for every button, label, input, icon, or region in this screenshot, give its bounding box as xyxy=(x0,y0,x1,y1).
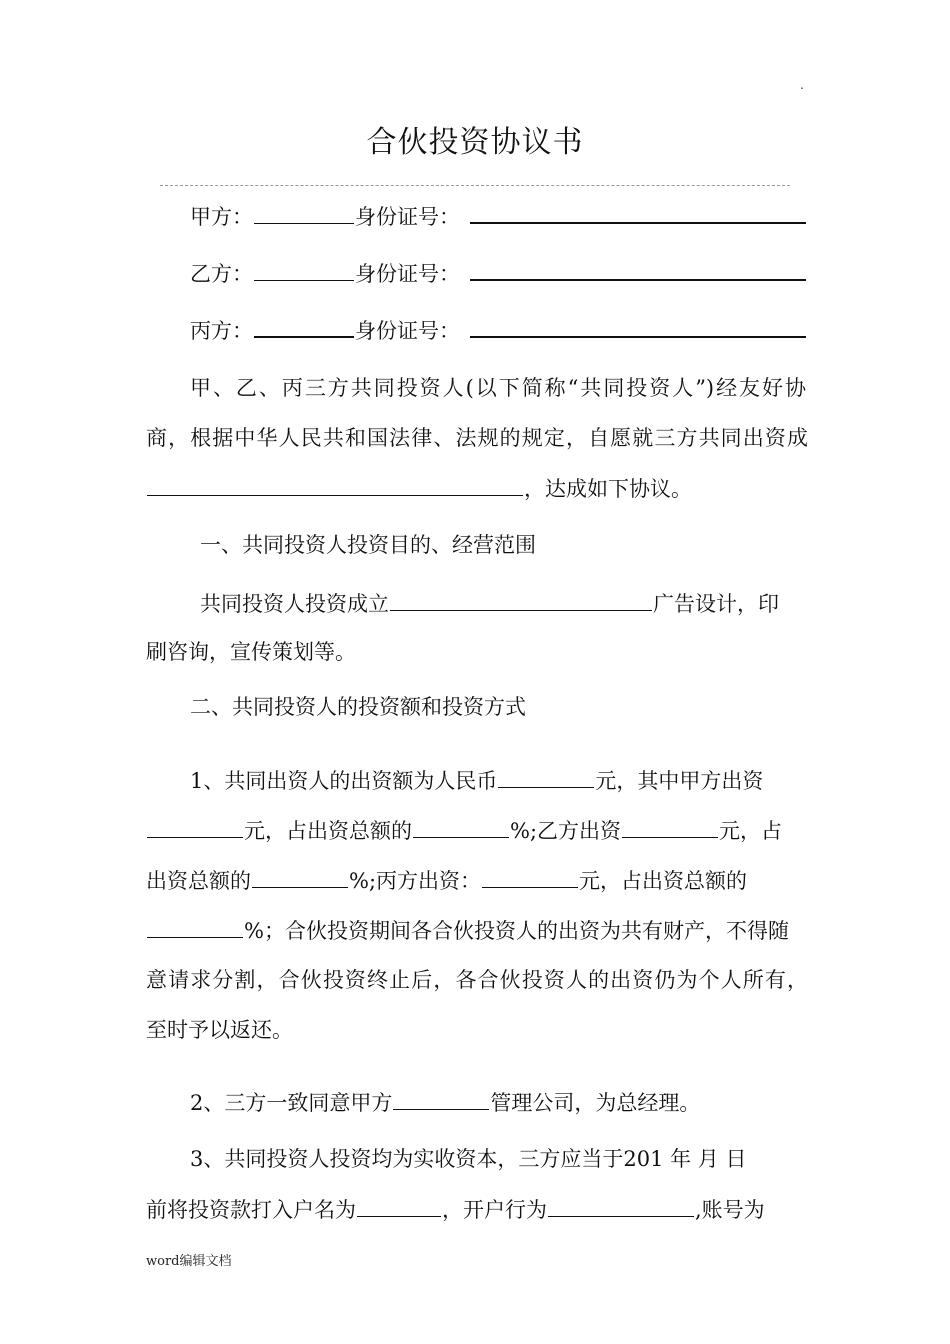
corner-mark: . xyxy=(800,78,804,92)
clause-1-line-3 xyxy=(146,865,812,896)
party-a-id-label: 身份证号： xyxy=(355,205,460,229)
party-a-id-blank[interactable] xyxy=(470,200,806,224)
party-a-percent-blank[interactable] xyxy=(413,815,509,838)
manager-name-blank[interactable] xyxy=(393,1087,489,1110)
intro-line-1: 甲、乙、丙三方共同投资人(以下简称“共同投资人”)经友好协 xyxy=(190,376,806,400)
clause-1-line-4 xyxy=(146,915,812,946)
section-1-text-a: 共同投资人投资成立 xyxy=(200,592,389,616)
intro-line-3 xyxy=(146,473,812,504)
clause-1-line-5: 意请求分割，合伙投资终止后，各合伙投资人的出资仍为个人所有， xyxy=(146,968,808,992)
party-b-percent-blank[interactable] xyxy=(252,865,348,888)
clause-1-text-f: 出资总额的 xyxy=(146,869,251,893)
clause-1-text-h: 元，占出资总额的 xyxy=(579,869,748,893)
party-a-amount-blank[interactable] xyxy=(147,815,243,838)
party-c-row xyxy=(190,314,856,346)
clause-3-text-c: ,账号为 xyxy=(695,1198,765,1222)
clause-3-text-a: 前将投资款打入户名为 xyxy=(146,1198,356,1222)
company-name-blank[interactable] xyxy=(390,588,652,611)
party-a-row xyxy=(190,200,856,232)
bank-name-blank[interactable] xyxy=(548,1194,694,1217)
section-1-line-1 xyxy=(200,588,866,619)
party-b-id-label: 身份证号： xyxy=(355,262,460,286)
clause-1-line-1 xyxy=(190,765,856,796)
party-b-label: 乙方： xyxy=(190,262,253,286)
party-c-id-blank[interactable] xyxy=(470,314,806,338)
party-c-id-label: 身份证号： xyxy=(355,319,460,343)
clause-2-text-a: 2、三方一致同意甲方 xyxy=(190,1091,393,1115)
party-c-label: 丙方： xyxy=(190,319,253,343)
party-c-percent-blank[interactable] xyxy=(147,915,243,938)
party-b-name-blank[interactable] xyxy=(254,258,354,281)
party-b-row xyxy=(190,257,856,289)
party-b-id-blank[interactable] xyxy=(470,257,806,281)
party-a-name-blank[interactable] xyxy=(254,201,354,224)
party-b-amount-blank[interactable] xyxy=(622,815,718,838)
clause-2-text-b: 管理公司，为总经理。 xyxy=(490,1091,701,1115)
clause-1-text-e: 元，占 xyxy=(719,819,783,843)
clause-3-line-1: 3、共同投资人投资均为实收资本，三方应当于201 年 月 日 xyxy=(190,1147,747,1171)
section-1-text-b: 广告设计，印 xyxy=(653,592,779,616)
account-name-blank[interactable] xyxy=(357,1194,441,1217)
party-c-name-blank[interactable] xyxy=(254,314,354,338)
section-1-line-2: 刷咨询，宣传策划等。 xyxy=(146,640,356,664)
section-1-heading: 一、共同投资人投资目的、经营范围 xyxy=(200,533,536,557)
clause-1-line-2 xyxy=(146,815,812,846)
clause-1-text-c: 元，占出资总额的 xyxy=(244,819,412,843)
clause-1-text-a: 1、共同出资人的出资额为人民币 xyxy=(190,769,498,793)
party-a-label: 甲方： xyxy=(190,205,253,229)
clause-2-line xyxy=(190,1087,856,1118)
document-title: 合伙投资协议书 xyxy=(366,125,584,160)
page-footer: word编辑文档 xyxy=(146,1254,232,1269)
clause-1-text-g: %;丙方出资： xyxy=(349,869,482,893)
party-c-amount-blank[interactable] xyxy=(482,865,578,888)
clause-1-line-6: 至时予以返还。 xyxy=(146,1018,293,1042)
section-2-heading: 二、共同投资人的投资额和投资方式 xyxy=(190,695,526,719)
intro-line-2: 商，根据中华人民共和国法律、法规的规定，自愿就三方共同出资成 xyxy=(146,426,808,450)
investment-purpose-blank[interactable] xyxy=(147,473,523,496)
clause-3-line-2 xyxy=(146,1194,812,1225)
clause-1-text-d: %;乙方出资 xyxy=(510,819,622,843)
title-divider xyxy=(160,185,790,186)
total-amount-blank[interactable] xyxy=(498,765,594,788)
clause-1-text-b: 元，其中甲方出资 xyxy=(595,769,764,793)
clause-3-text-b: ，开户行为 xyxy=(442,1198,547,1222)
clause-1-text-i: %；合伙投资期间各合伙投资人的出资为共有财产，不得随 xyxy=(244,919,789,943)
intro-line-3-tail: ，达成如下协议。 xyxy=(524,477,692,501)
